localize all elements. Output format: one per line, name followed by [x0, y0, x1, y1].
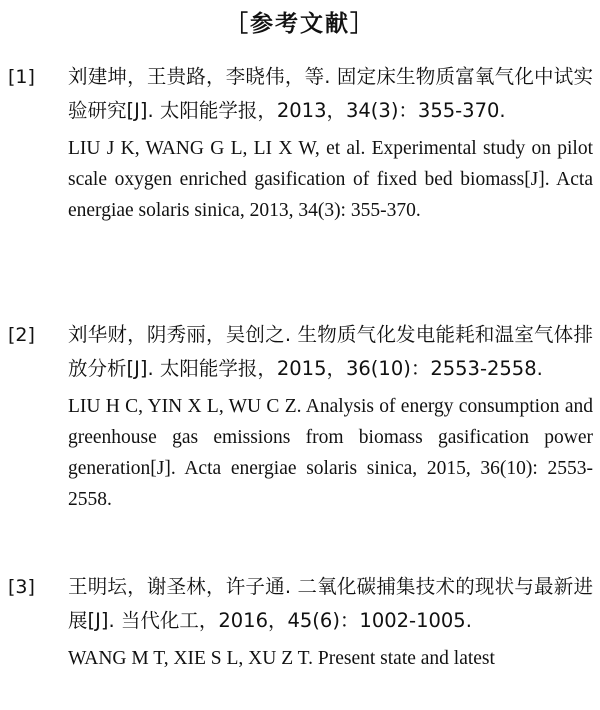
- reference-chinese-citation: 王明坛，谢圣林，许子通. 二氧化碳捕集技术的现状与最新进展[J]. 当代化工，2016，45(6)：1002-1005.: [68, 575, 593, 632]
- section-title: ［参考文献］: [225, 11, 375, 37]
- reference-number: [2]: [8, 324, 35, 346]
- reference-body: [68, 318, 593, 515]
- reference-number: [3]: [8, 576, 35, 598]
- reference-english-citation: LIU H C, YIN X L, WU C Z. Analysis of energy consumption and greenhouse gas emissions from biomass gasification power generation[J]. Acta energiae solaris sinica, 2015, 36(10): 2553-2558.: [68, 396, 593, 510]
- reference-number: [1]: [8, 66, 35, 88]
- reference-english-citation: WANG M T, XIE S L, XU Z T. Present state and latest: [68, 648, 495, 669]
- reference-english-citation: LIU J K, WANG G L, LI X W, et al. Experimental study on pilot scale oxygen enriched gasification of fixed bed biomass[J]. Acta energiae solaris sinica, 2013, 34(3): 355-370.: [68, 138, 593, 221]
- reference-body: [68, 60, 593, 226]
- reference-chinese-citation: 刘建坤，王贵路，李晓伟，等. 固定床生物质富氧气化中试实验研究[J]. 太阳能学报，2013，34(3)：355-370.: [68, 65, 593, 122]
- reference-body: [68, 570, 593, 674]
- reference-chinese-citation: 刘华财，阴秀丽，吴创之. 生物质气化发电能耗和温室气体排放分析[J]. 太阳能学报，2015，36(10)：2553-2558.: [68, 323, 593, 380]
